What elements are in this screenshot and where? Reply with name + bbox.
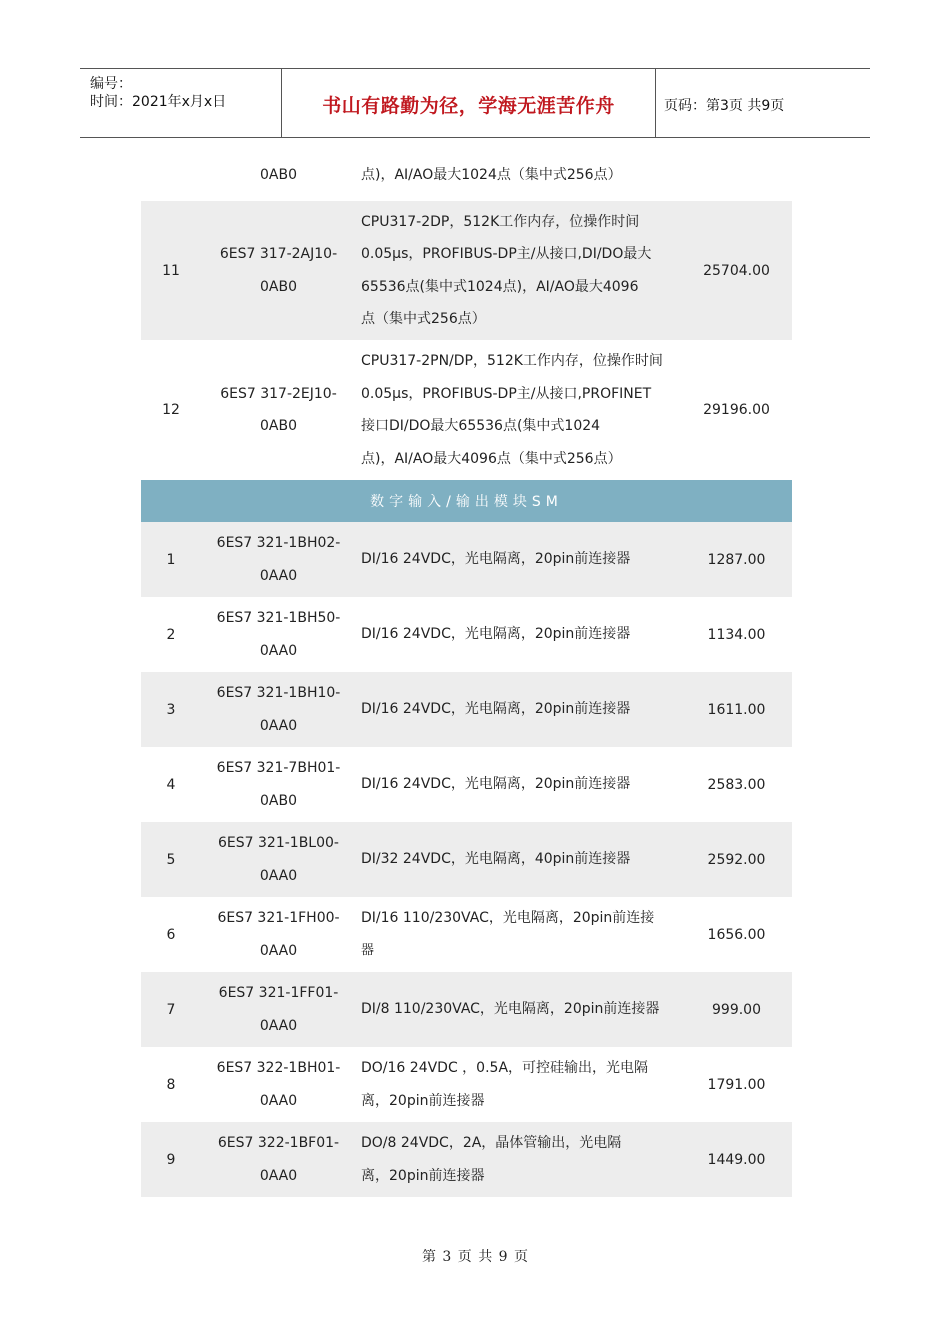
row-number: 2 (166, 626, 176, 643)
row-number: 6 (166, 926, 176, 943)
table-row (141, 1047, 792, 1122)
model-text: 0AA0 (259, 717, 298, 734)
table-row-continuation (141, 150, 792, 201)
model-text: 0AA0 (259, 867, 298, 884)
model-text: 6ES7 317-2AJ10- (219, 246, 338, 262)
row-number: 5 (166, 851, 176, 868)
row-number: 8 (166, 1076, 176, 1093)
model-text: 0AA0 (259, 1017, 298, 1034)
model-cell (201, 672, 356, 747)
model-text: 6ES7 321-7BH01- (216, 760, 341, 776)
description-cell (361, 672, 681, 747)
description-cell (361, 972, 681, 1047)
description-text: DO/8 24VDC，2A，晶体管输出，光电隔 (361, 1135, 622, 1151)
description-text: 0.05μs，PROFIBUS-DP主/从接口,DI/DO最大 (361, 246, 652, 262)
price-cell: 1449.00 (707, 1151, 766, 1168)
price-cell: 29196.00 (703, 402, 770, 418)
model-cell (201, 1047, 356, 1122)
section-header-sm: 数字输入/输出模块SM (141, 480, 792, 522)
page-number-label: 页码：第3页 共9页 (664, 98, 785, 114)
description-text: DI/16 110/230VAC，光电隔离，20pin前连接 (361, 910, 655, 926)
page-footer: 第 3 页 共 9 页 (421, 1249, 529, 1265)
model-text: 0AA0 (259, 642, 298, 659)
model-text: 6ES7 321-1BL00- (218, 835, 339, 851)
description-cell (361, 1122, 681, 1197)
description-cell (361, 201, 681, 340)
model-cell (201, 747, 356, 822)
model-text: 0AB0 (260, 418, 297, 434)
model-cell (201, 340, 356, 480)
model-text: 6ES7 322-1BF01- (217, 1135, 340, 1151)
model-text: 6ES7 321-1FF01- (218, 985, 339, 1001)
description-cell (361, 150, 681, 201)
doc-date-label: 时间：2021年x月x日 (90, 94, 227, 110)
model-text: 0AA0 (259, 567, 298, 584)
model-text: 0AA0 (259, 1092, 298, 1109)
description-cell (361, 822, 681, 897)
model-text: 6ES7 321-1BH10- (216, 685, 341, 701)
model-text: 0AB0 (260, 167, 297, 184)
description-text: 器 (361, 942, 375, 958)
doc-number-label: 编号： (90, 76, 132, 92)
table-row (141, 897, 792, 972)
description-cell (361, 522, 681, 597)
table-row (141, 672, 792, 747)
header-motto: 书山有路勤为径，学海无涯苦作舟 (322, 95, 615, 117)
price-cell: 999.00 (712, 1001, 761, 1018)
model-cell (201, 822, 356, 897)
model-text: 0AA0 (259, 1167, 298, 1184)
row-number: 12 (162, 402, 180, 418)
table-row (141, 522, 792, 597)
description-text: CPU317-2DP，512K工作内存，位操作时间 (361, 213, 640, 230)
description-text: CPU317-2PN/DP，512K工作内存，位操作时间 (361, 353, 663, 369)
description-text: DI/16 24VDC，光电隔离，20pin前连接器 (361, 701, 631, 718)
row-number: 4 (166, 776, 176, 793)
price-cell: 1134.00 (707, 626, 766, 643)
table-row (141, 972, 792, 1047)
model-cell (201, 972, 356, 1047)
description-text: 点)，AI/AO最大4096点（集中式256点） (361, 450, 622, 467)
model-text: 0AA0 (259, 942, 298, 959)
price-cell: 2583.00 (707, 776, 766, 793)
price-cell: 25704.00 (703, 262, 770, 279)
row-number: 11 (162, 262, 180, 279)
table-row (141, 201, 792, 340)
description-text: 0.05μs，PROFIBUS-DP主/从接口,PROFINET (361, 385, 652, 402)
row-number: 3 (166, 701, 176, 718)
model-cell (201, 522, 356, 597)
table-row (141, 747, 792, 822)
page-header (80, 68, 870, 138)
price-cell: 1656.00 (707, 926, 766, 943)
header-center-cell (281, 69, 656, 137)
description-text: 65536点(集中式1024点)，AI/AO最大4096 (361, 278, 639, 295)
description-text: 点)，AI/AO最大1024点（集中式256点） (361, 167, 622, 184)
price-cell: 1287.00 (707, 551, 766, 568)
description-text: DO/16 24VDC ，0.5A，可控硅输出，光电隔 (361, 1060, 649, 1076)
description-cell (361, 1047, 681, 1122)
description-cell (361, 897, 681, 972)
description-text: DI/32 24VDC，光电隔离，40pin前连接器 (361, 851, 631, 868)
description-text: 接口DI/DO最大65536点(集中式1024 (361, 418, 601, 434)
description-text: DI/8 110/230VAC，光电隔离，20pin前连接器 (361, 1001, 660, 1018)
header-left-cell (80, 69, 281, 137)
row-number: 1 (166, 551, 176, 568)
model-text: 6ES7 322-1BH01- (216, 1060, 341, 1076)
table-row (141, 340, 792, 480)
row-number: 9 (166, 1151, 176, 1168)
description-cell (361, 597, 681, 672)
table-row (141, 822, 792, 897)
price-table (141, 150, 792, 1197)
description-text: 离，20pin前连接器 (361, 1092, 485, 1109)
price-cell: 1611.00 (707, 701, 766, 718)
row-number: 7 (166, 1001, 176, 1018)
model-text: 0AB0 (260, 278, 297, 295)
description-cell (361, 747, 681, 822)
header-right-cell (655, 69, 870, 137)
model-cell (201, 150, 356, 201)
model-text: 6ES7 321-1BH02- (216, 535, 341, 551)
table-row (141, 597, 792, 672)
model-text: 6ES7 321-1BH50- (216, 610, 341, 626)
description-text: DI/16 24VDC，光电隔离，20pin前连接器 (361, 551, 631, 568)
description-text: DI/16 24VDC，光电隔离，20pin前连接器 (361, 626, 631, 643)
model-text: 6ES7 317-2EJ10- (220, 385, 337, 402)
description-text: 点（集中式256点） (361, 311, 486, 327)
description-text: 离，20pin前连接器 (361, 1167, 485, 1184)
model-cell (201, 201, 356, 340)
price-cell: 2592.00 (707, 851, 766, 868)
table-row (141, 1122, 792, 1197)
description-cell (361, 340, 681, 480)
price-cell: 1791.00 (707, 1076, 766, 1093)
model-text: 0AB0 (260, 792, 297, 809)
model-cell (201, 597, 356, 672)
description-text: DI/16 24VDC，光电隔离，20pin前连接器 (361, 776, 631, 793)
model-text: 6ES7 321-1FH00- (217, 910, 340, 926)
model-cell (201, 897, 356, 972)
model-cell (201, 1122, 356, 1197)
